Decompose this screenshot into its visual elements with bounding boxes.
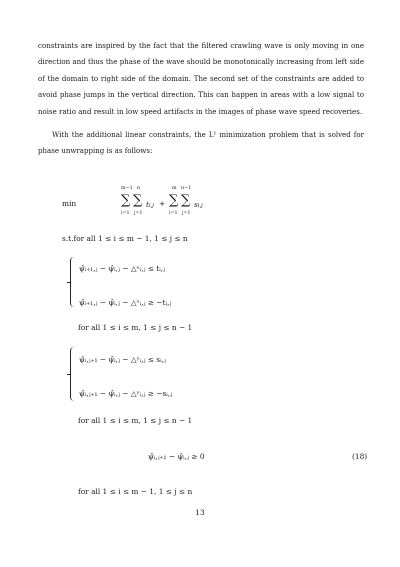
sum-symbol: ∑ (169, 193, 179, 208)
text-line: With the additional linear constraints, the L¹ minimization problem that is solved for (52, 130, 364, 139)
left-brace (70, 347, 76, 401)
constraint-s-upper: ψ̂ᵢ,ⱼ₊₁ − ψ̂ᵢ,ⱼ − △ʸᵢ,ⱼ ≤ sᵢ,ⱼ (79, 355, 166, 364)
sum2-upper: n (137, 186, 141, 191)
page-number: 13 (195, 508, 205, 517)
term-s: si,j (194, 200, 203, 209)
forall-line: for all 1 ≤ i ≤ m, 1 ≤ j ≤ n − 1 (78, 416, 193, 425)
sum-symbol: ∑ (181, 193, 191, 208)
sum4-upper: n−1 (181, 186, 192, 191)
text-line: direction and thus the phase of the wave should be monotonically increasing from left side (38, 57, 364, 67)
min-operator: min (62, 199, 77, 208)
subject-to-line: s.t.for all 1 ≤ i ≤ m − 1, 1 ≤ j ≤ n (62, 234, 188, 243)
sum1-lower: i=1 (121, 211, 130, 216)
sum3-upper: m (172, 186, 177, 191)
paragraph-constraints (38, 38, 364, 120)
forall-line: for all 1 ≤ i ≤ m, 1 ≤ j ≤ n − 1 (78, 323, 193, 332)
sum1-upper: m−1 (121, 186, 133, 191)
constraint-t-lower: ψ̂ᵢ₊₁,ⱼ − ψ̂ᵢ,ⱼ − △ˣᵢ,ⱼ ≥ −tᵢ,ⱼ (79, 298, 172, 307)
text-line: of the domain to right side of the domain. The second set of the constraints are added to (38, 73, 364, 83)
sum3-lower: i=1 (169, 211, 178, 216)
text-line: phase unwrapping is as follows: (38, 146, 153, 156)
text-line: avoid phase jumps in the vertical direction. This can happen in areas with a low signal to (38, 90, 364, 100)
paragraph-minimization (38, 127, 364, 160)
text-line: constraints are inspired by the fact that the filtered crawling wave is only moving in one (38, 41, 364, 50)
monotone-constraint: ψ̂ᵢ,ⱼ₊₁ − ψ̂ᵢ,ⱼ ≥ 0 (148, 452, 205, 461)
sum-symbol: ∑ (121, 193, 131, 208)
constraint-s-lower: ψ̂ᵢ,ⱼ₊₁ − ψ̂ᵢ,ⱼ − △ʸᵢ,ⱼ ≥ −sᵢ,ⱼ (79, 389, 173, 398)
constraint-t-upper: ψ̂ᵢ₊₁,ⱼ − ψ̂ᵢ,ⱼ − △ˣᵢ,ⱼ ≤ tᵢ,ⱼ (79, 264, 166, 273)
forall-line: for all 1 ≤ i ≤ m − 1, 1 ≤ j ≤ n (78, 487, 193, 496)
text-line: noise ratio and result in low speed artifacts in the images of phase wave speed recoveries. (38, 106, 363, 116)
term-t: ti,j (146, 200, 154, 209)
equation-number: (18) (352, 452, 368, 461)
sum4-lower: j=1 (182, 211, 191, 216)
plus-sign: + (159, 199, 166, 208)
sum2-lower: j=1 (134, 211, 143, 216)
sum-symbol: ∑ (133, 193, 143, 208)
left-brace (70, 257, 76, 307)
